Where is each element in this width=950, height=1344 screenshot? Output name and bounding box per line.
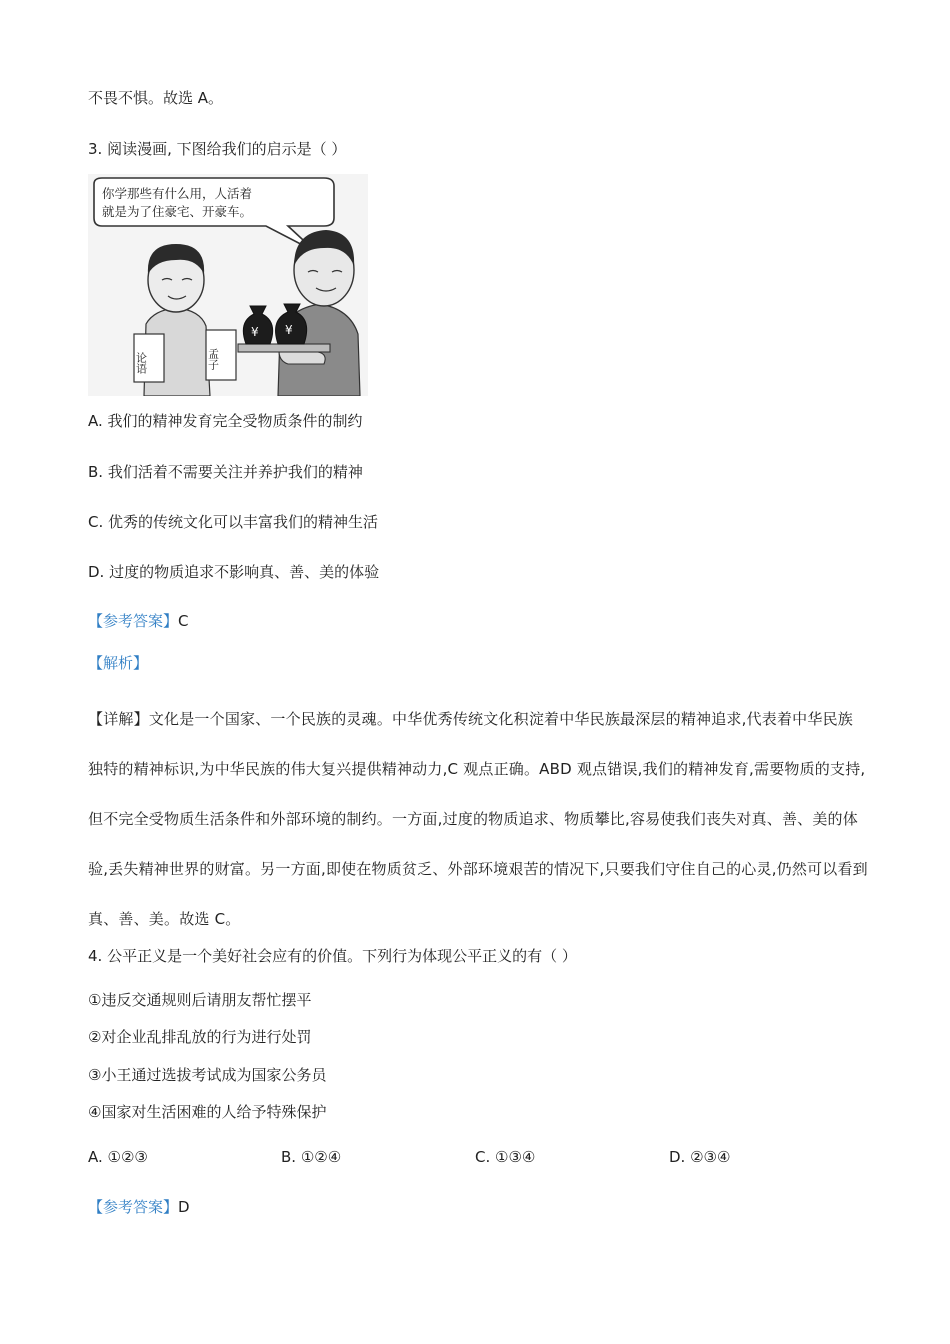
q4-answer-value: D — [178, 1198, 190, 1216]
bubble-text-line2: 就是为了住豪宅、开豪车。 — [102, 204, 253, 219]
answer-tag: 【参考答案】 — [88, 1198, 179, 1216]
analysis-tag: 【解析】 — [88, 654, 149, 672]
q4-option-b: B. ①②④ — [281, 1148, 342, 1166]
detail-text: 文化是一个国家、一个民族的灵魂。中华优秀传统文化积淀着中华民族最深层的精神追求,代表着中华民族独特的精神标识,为中华民族的伟大复兴提供精神动力,C 观点正确。ABD 观点错误,我们的精神发育,需要物质的支持,但不完全受物质生活条件和外部环境的制约。一方面,过度的物质追求、物质攀比,容易使我们丧失对真、善、美的体验,丢失精神世界的财富。另一方面,即使在物质贫乏、外部环境艰苦的情况下,只要我们守住自己的心灵,仍然可以看到真、善、美。故选 C。 — [88, 710, 868, 928]
comic-illustration — [88, 174, 368, 396]
previous-answer-ending: 不畏不惧。故选 A。 — [88, 89, 224, 107]
q3-answer-value: C — [178, 612, 189, 630]
svg-text:¥: ¥ — [251, 325, 259, 339]
question-3-stem: 3. 阅读漫画, 下图给我们的启示是（ ） — [88, 140, 347, 158]
q4-item-1: ①违反交通规则后请朋友帮忙摆平 — [88, 991, 312, 1009]
q3-analysis-paragraph — [88, 694, 868, 944]
answer-tag: 【参考答案】 — [88, 612, 179, 630]
q3-option-a: A. 我们的精神发育完全受物质条件的制约 — [88, 412, 363, 430]
q4-option-d: D. ②③④ — [669, 1148, 731, 1166]
q4-options-row — [88, 1147, 868, 1167]
svg-text:孟子: 孟子 — [206, 348, 220, 370]
q3-option-d: D. 过度的物质追求不影响真、善、美的体验 — [88, 563, 380, 581]
q3-option-b: B. 我们活着不需要关注并养护我们的精神 — [88, 463, 363, 481]
q4-item-2: ②对企业乱排乱放的行为进行处罚 — [88, 1028, 312, 1046]
q4-option-a: A. ①②③ — [88, 1148, 148, 1166]
svg-text:论语: 论语 — [134, 352, 148, 374]
q4-item-4: ④国家对生活困难的人给予特殊保护 — [88, 1103, 327, 1121]
svg-text:¥: ¥ — [285, 323, 293, 337]
q4-answer-row — [88, 1197, 190, 1217]
q3-answer-row — [88, 611, 189, 631]
q4-item-3: ③小王通过选拔考试成为国家公务员 — [88, 1066, 327, 1084]
q3-option-c: C. 优秀的传统文化可以丰富我们的精神生活 — [88, 513, 379, 531]
book-mengzi — [206, 330, 236, 380]
q4-option-c: C. ①③④ — [475, 1148, 536, 1166]
detail-tag: 【详解】 — [88, 710, 149, 728]
book-lunyu — [134, 334, 164, 382]
bubble-text-line1: 你学那些有什么用，人活着 — [102, 186, 253, 201]
question-4-stem: 4. 公平正义是一个美好社会应有的价值。下列行为体现公平正义的有（ ） — [88, 947, 577, 965]
